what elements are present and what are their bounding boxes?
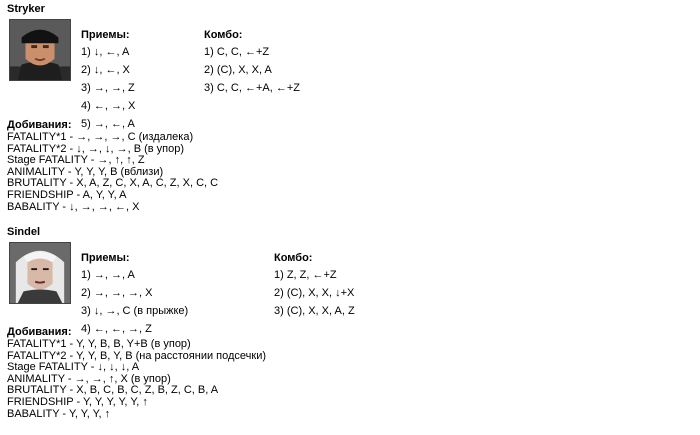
finisher-item: ANIMALITY - →, →, ↑, X (в упор) bbox=[7, 372, 171, 385]
finisher-item: BABALITY - Y, Y, Y, ↑ bbox=[7, 407, 111, 420]
move-item: 3) →, →, Z bbox=[81, 82, 135, 94]
move-item: 1) →, →, A bbox=[81, 269, 135, 281]
finisher-item: Stage FATALITY - ↓, ↓, ↓, A bbox=[7, 361, 140, 374]
character-section-sindel bbox=[7, 226, 697, 420]
character-section-stryker bbox=[7, 3, 697, 213]
finisher-item: FATALITY*1 - Y, Y, B, B, Y+B (в упор) bbox=[7, 338, 191, 350]
finishers-section bbox=[7, 326, 266, 420]
finisher-item: BRUTALITY - X, B, C, B, C, Z, B, Z, C, B, A bbox=[7, 384, 219, 397]
finishers-title: Добивания: bbox=[7, 119, 72, 131]
combo-item: 3) (C), X, X, A, Z bbox=[274, 305, 355, 317]
finisher-item: Stage FATALITY - →, ↑, ↑, Z bbox=[7, 154, 145, 167]
combo-item: 2) (C), X, X, ↓+X bbox=[274, 287, 355, 299]
finisher-item: BRUTALITY - X, A, Z, C, X, A, C, Z, X, C, C bbox=[7, 177, 219, 190]
move-item: 4) ←, ←, →, Z bbox=[81, 323, 152, 335]
combos-column bbox=[274, 252, 355, 323]
finisher-item: BABALITY - ↓, →, →, ←, X bbox=[7, 200, 140, 213]
move-item: 3) ↓, →, C (в прыжке) bbox=[81, 305, 189, 317]
finisher-item: ANIMALITY - Y, Y, Y, B (вблизи) bbox=[7, 165, 164, 178]
sindel-portrait-icon bbox=[9, 242, 71, 304]
combo-item: 3) C, C, ←+A, ←+Z bbox=[204, 82, 300, 94]
finisher-item: FATALITY*1 - →, →, →, C (издалека) bbox=[7, 131, 194, 143]
finisher-item: FATALITY*2 - ↓, →, ↓, →, B (в упор) bbox=[7, 142, 185, 155]
combo-item: 2) (C), X, X, A bbox=[204, 64, 272, 76]
combo-item: 1) C, C, ←+Z bbox=[204, 46, 270, 58]
move-item: 4) ←, →, X bbox=[81, 100, 136, 112]
moves-title: Приемы: bbox=[81, 29, 130, 41]
character-name: Stryker bbox=[7, 3, 45, 15]
character-name: Sindel bbox=[7, 226, 41, 238]
finishers-section bbox=[7, 119, 218, 213]
finisher-item: FRIENDSHIP - A, Y, Y, A bbox=[7, 188, 127, 201]
move-item: 2) ↓, ←, X bbox=[81, 64, 130, 76]
moves-title: Приемы: bbox=[81, 252, 130, 264]
combos-title: Комбо: bbox=[274, 252, 313, 264]
move-item: 2) →, →, →, X bbox=[81, 287, 153, 299]
finisher-item: FRIENDSHIP - Y, Y, Y, Y, Y, ↑ bbox=[7, 395, 148, 408]
combos-title: Комбо: bbox=[204, 29, 243, 41]
finisher-item: FATALITY*2 - Y, Y, B, Y, B (на расстоянии подсечки) bbox=[7, 349, 267, 362]
move-item: 1) ↓, ←, A bbox=[81, 46, 130, 58]
combos-column bbox=[204, 29, 300, 100]
stryker-portrait-icon bbox=[9, 19, 71, 81]
finishers-title: Добивания: bbox=[7, 326, 72, 338]
move-item: 5) →, ←, A bbox=[81, 118, 135, 130]
combo-item: 1) Z, Z, ←+Z bbox=[274, 269, 337, 281]
